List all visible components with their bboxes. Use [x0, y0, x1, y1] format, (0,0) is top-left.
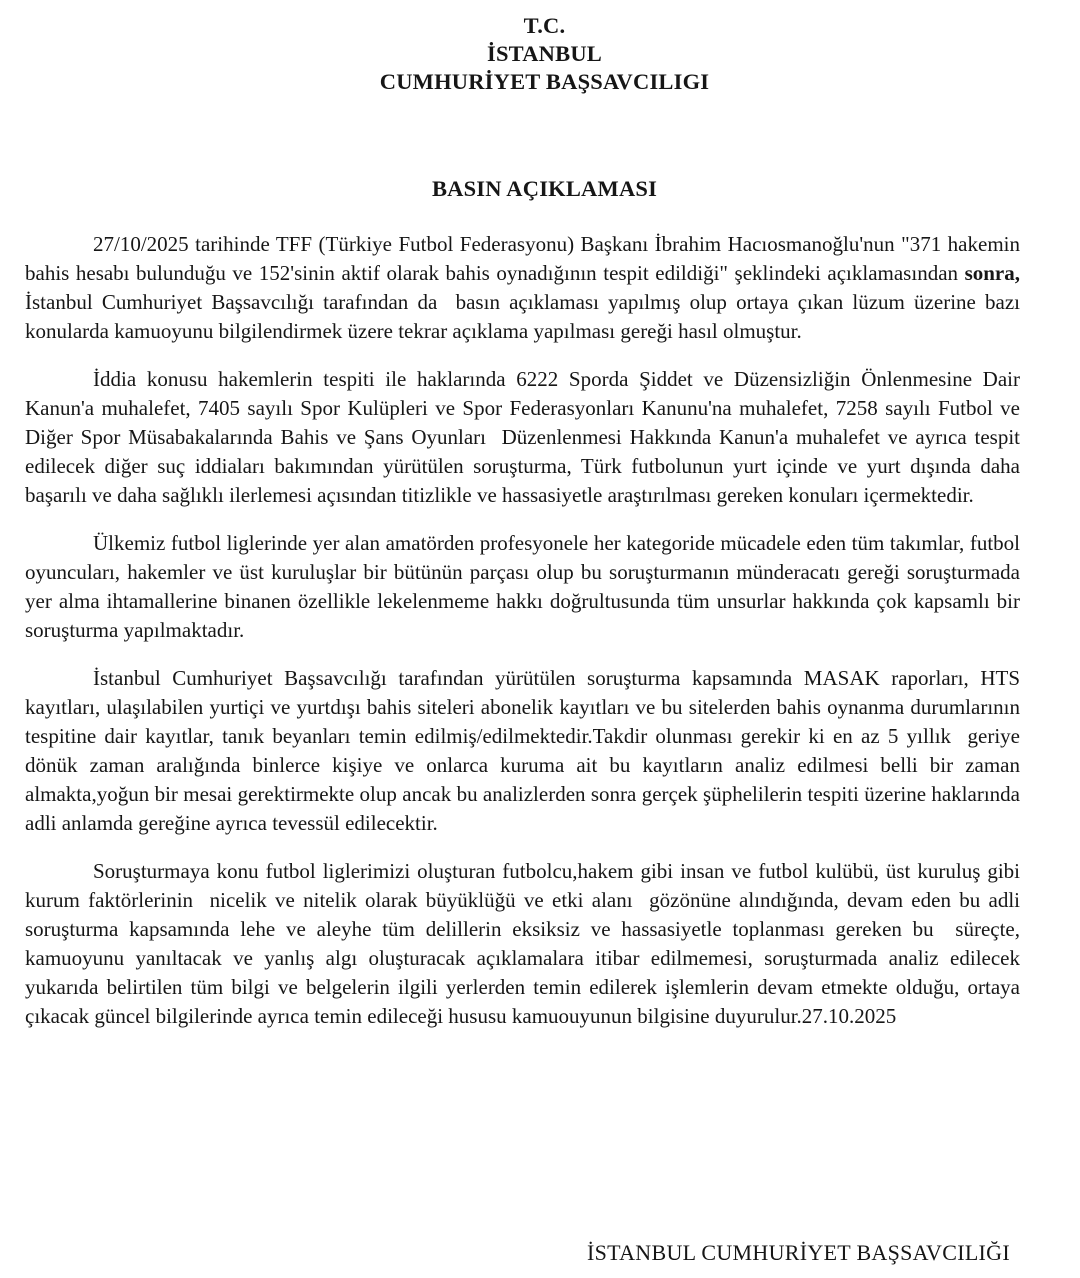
paragraph-4: [25, 664, 1026, 838]
paragraph-1-text-b: İstanbul Cumhuriyet Başsavcılığı tarafından da basın açıklaması yapılmış olup ortaya çıkan lüzum üzerine bazı konularda kamuoyunu bilgilendirmek üzere tekrar açıklama yapılması gereği hasıl olmuştur.: [25, 261, 1026, 343]
signature-block: [587, 1240, 1010, 1266]
letterhead: [47, 12, 1042, 96]
paragraph-1: [25, 230, 1026, 346]
letterhead-line-city: İSTANBUL: [487, 41, 602, 66]
paragraph-4-text: İstanbul Cumhuriyet Başsavcılığı tarafından yürütülen soruşturma kapsamında MASAK raporları, HTS kayıtları, ulaşılabilen yurtiçi ve yurtdışı bahis siteleri abonelik kayıtları ve bu sitelerden bahis oynanma durumlarının tespitine dair kayıtlar, tanık beyanları temin edilmiş/edilmektedir.Takdir olunması gerekir ki en az 5 yıllık geriye dönük zaman aralığında binlerce kişiye ve onlarca kuruma ait bu kayıtların analiz edilmesi belli bir zaman almakta,yoğun bir mesai gerektirmekte olup ancak bu analizlerden sonra gerçek şüphelilerin tespiti üzerine haklarında adli anlamda gereğine ayrıca tevessül edilecektir.: [25, 666, 1026, 835]
press-release-title: BASIN AÇIKLAMASI: [431, 176, 658, 201]
paragraph-1-text-a: 27/10/2025 tarihinde TFF (Türkiye Futbol Federasyonu) Başkanı İbrahim Hacıosmanoğlu'nun "371 hakemin bahis hesabı bulunduğu ve 152'sinin aktif olarak bahis oynadığının tespit edildiği" şeklindeki açıklamasından: [25, 232, 1026, 285]
paragraph-2-text: İddia konusu hakemlerin tespiti ile haklarında 6222 Sporda Şiddet ve Düzensizliğin Önlenmesine Dair Kanun'a muhalefet, 7405 sayılı Spor Kulüpleri ve Spor Federasyonları Kanunu'na muhalefet, 7258 sayılı Futbol ve Diğer Spor Müsabakalarında Bahis ve Şans Oyunları Düzenlenmesi Hakkında Kanun'a muhalefet ve ayrıca tespit edilecek diğer suç iddiaları bakımından yürütülen soruşturma, Türk futbolunun yurt içinde ve yurt dışında daha başarılı ve daha sağlıklı ilerlemesi açısından titizlikle ve hassasiyetle araştırılması gereken konuları içermektedir.: [25, 367, 1026, 507]
paragraph-2: [25, 365, 1026, 510]
press-release-body: [25, 230, 1031, 1031]
paragraph-1-bold-word: sonra,: [964, 261, 1020, 285]
paragraph-3: [25, 529, 1031, 645]
paragraph-5: [25, 857, 1026, 1031]
letterhead-line-office: CUMHURİYET BAŞSAVCILIGI: [379, 69, 710, 94]
letterhead-line-tc: T.C.: [523, 13, 566, 38]
paragraph-3-text: Ülkemiz futbol liglerinde yer alan amatörden profesyonele her kategoride mücadele eden tüm takımlar, futbol oyuncuları, hakemler ve üst kuruluşlar bir bütünün parçası olup bu soruşturmanın münderacatı gereği soruşturmada yer alma ihtamallerine binanen özellikle lekelenmeme hakkı doğrultusunda tüm unsurlar hakkında çok kapsamlı bir soruşturma yapılmaktadır.: [25, 531, 1031, 642]
paragraph-5-text: Soruşturmaya konu futbol liglerimizi oluşturan futbolcu,hakem gibi insan ve futbol kulübü, üst kuruluş gibi kurum faktörlerinin nicelik ve nitelik olarak büyüklüğü ve etki alanı gözönüne alındığında, devam eden bu adli soruşturma kapsamında lehe ve aleyhe tüm delillerin eksiksiz ve hassasiyetle toplanması gereken bu süreçte, kamuoyunu yanıltacak ve yanlış algı oluşturacak açıklamalara itibar edilmemesi, soruşturmada analiz edilecek yukarıda belirtilen tüm bilgi ve belgelerin ilgili yerlerden temin edilerek işlemlerin devam etmekte olduğu, ortaya çıkacak güncel bilgilerinde ayrıca temin edileceği hususu kamuouyunun bilgisine duyurulur.27.10.2025: [25, 859, 1026, 1028]
signature-text: İSTANBUL CUMHURİYET BAŞSAVCILIĞI: [586, 1240, 1010, 1265]
